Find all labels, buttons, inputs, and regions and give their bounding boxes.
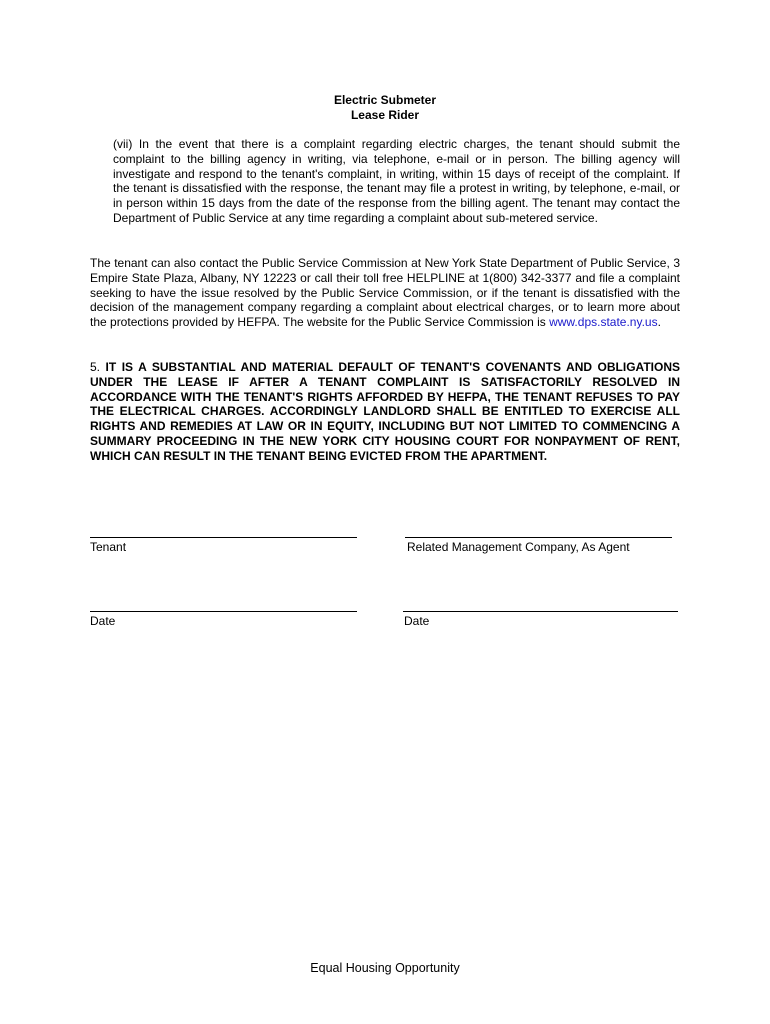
agent-label: Related Management Company, As Agent (407, 540, 630, 554)
tenant-label: Tenant (90, 540, 127, 554)
clause-5 (90, 360, 680, 464)
tenant-date-label: Date (90, 614, 116, 628)
paragraph-public-service-commission (90, 256, 680, 330)
agent-date-label: Date (404, 614, 430, 628)
tenant-date-line (90, 611, 357, 612)
psc-period: . (657, 315, 661, 330)
agent-date-line (403, 611, 678, 612)
title-line-1: Electric Submeter (333, 93, 437, 107)
clause-5-text: IT IS A SUBSTANTIAL AND MATERIAL DEFAULT OF TENANT'S COVENANTS AND OBLIGATIONS UNDER THE LEASE IF AFTER A TENANT COMPLAINT IS SATISFACTORILY RESOLVED IN ACCORDANCE WITH THE TENANT'S RIGHTS AFFORDED BY HEFPA, THE TENANT REFUSES TO PAY THE ELECTRICAL CHARGES. ACCORDINGLY LANDLORD SHALL BE ENTITLED TO EXERCISE ALL RIGHTS AND REMEDIES AT LAW OR IN EQUITY, INCLUDING BUT NOT LIMITED TO COMMENCING A SUMMARY PROCEEDING IN THE NEW YORK CITY HOUSING COURT FOR NONPAYMENT OF RENT, WHICH CAN RESULT IN THE TENANT BEING EVICTED FROM THE APARTMENT. (90, 360, 680, 463)
agent-signature-line (405, 537, 672, 538)
psc-text: The tenant can also contact the Public Service Commission at New York State Department of Public Service, 3 Empire State Plaza, Albany, NY 12223 or call their toll free HELPLINE at 1(800) 342-3377 and file a complaint seeking to have the issue resolved by the Public Service Commission, or if the tenant is dissatisfied with the decision of the management company regarding a complaint about electrical charges, or to learn more about the protections provided by HEFPA. The website for the Public Service Commission is (90, 256, 680, 330)
document-title (0, 93, 770, 123)
tenant-signature-line (90, 537, 357, 538)
title-line-2: Lease Rider (350, 108, 420, 122)
footer-equal-housing: Equal Housing Opportunity (310, 961, 460, 975)
paragraph-vii: (vii) In the event that there is a complaint regarding electric charges, the tenant should submit the complaint to the billing agency in writing, via telephone, e-mail or in person. The billing agency will investigate and respond to the tenant's complaint, in writing, within 15 days of receipt of the complaint. If the tenant is dissatisfied with the response, the tenant may file a protest in writing, by telephone, e-mail, or in person within 15 days from the date of the response from the billing agent. The tenant may contact the Department of Public Service at any time regarding a complaint about sub-metered service. (113, 137, 680, 225)
psc-website-link[interactable]: www.dps.state.ny.us (549, 315, 658, 330)
clause-number: 5. (90, 360, 106, 374)
